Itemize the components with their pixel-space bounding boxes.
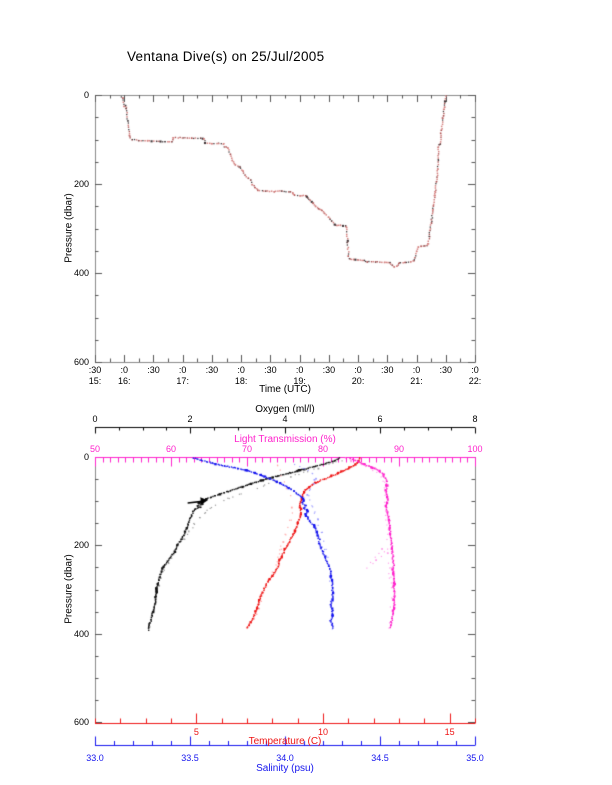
time-tick-label: :0 [354, 365, 362, 375]
oxygen-tick-label: 6 [377, 414, 383, 424]
hour-tick-label: 16: [117, 375, 131, 386]
hour-tick-label: 21: [410, 375, 423, 386]
light-tick-label: 50 [89, 444, 101, 454]
time-tick-label: :30 [322, 365, 336, 375]
temp-tick-label: 5 [193, 727, 199, 737]
time-tick-label: :0 [295, 365, 304, 375]
time-tick-label: :0 [237, 365, 245, 375]
hour-tick-label: 18: [234, 375, 248, 386]
time-tick-label: :30 [88, 365, 102, 375]
temperature-axis-label: Temperature (C) [248, 736, 322, 747]
sal-tick-label: 34.5 [371, 752, 389, 763]
pressure-tick-label: 600 [73, 717, 89, 727]
hour-tick-label: 20: [351, 375, 365, 386]
light-tick-label: 100 [467, 444, 483, 454]
light-tick-label: 90 [393, 444, 405, 454]
time-tick-label: :30 [205, 365, 219, 375]
pressure-axis-label-bottom: Pressure (dbar) [63, 554, 75, 624]
pressure-tick-label: 400 [73, 628, 89, 639]
sal-tick-label: 33.5 [181, 752, 199, 763]
light-tick-label: 80 [317, 444, 329, 454]
oxygen-tick-label: 4 [282, 414, 288, 424]
pressure-tick-label: 200 [73, 179, 89, 189]
time-tick-label: :0 [471, 365, 479, 375]
time-tick-label: :30 [439, 365, 453, 375]
hour-tick-label: 17: [176, 375, 189, 386]
oxygen-tick-label: 2 [187, 414, 193, 424]
pressure-tick-label: 200 [73, 540, 89, 551]
temp-tick-label: 15 [444, 727, 455, 737]
oxygen-tick-label: 8 [472, 414, 478, 424]
time-axis-label: Time (UTC) [259, 384, 311, 395]
time-tick-label: :30 [264, 365, 277, 375]
salinity-axis-label: Salinity (psu) [256, 763, 314, 774]
light-tick-label: 70 [241, 444, 253, 454]
light-transmission-axis-label: Light Transmission (%) [234, 434, 336, 445]
hour-tick-label: 19: [293, 375, 306, 386]
light-tick-label: 60 [165, 444, 177, 454]
pressure-tick-label: 400 [73, 268, 89, 278]
time-tick-label: :0 [120, 365, 128, 375]
time-tick-label: :30 [381, 365, 394, 375]
sal-tick-label: 33.0 [86, 752, 104, 763]
hour-tick-label: 15: [88, 375, 102, 386]
time-tick-label: :30 [147, 365, 160, 375]
time-tick-label: :0 [412, 365, 421, 375]
figure-title: Ventana Dive(s) on 25/Jul/2005 [127, 49, 325, 64]
sal-tick-label: 34.0 [276, 752, 294, 763]
hour-tick-label: 22: [468, 375, 482, 386]
sal-tick-label: 35.0 [466, 752, 484, 763]
pressure-tick-label: 0 [83, 90, 89, 100]
pressure-tick-label: 600 [73, 357, 89, 367]
time-tick-label: :0 [178, 365, 187, 375]
temp-tick-label: 10 [317, 727, 329, 737]
oxygen-tick-label: 0 [92, 414, 98, 424]
pressure-tick-label: 0 [83, 452, 89, 462]
oxygen-axis-label: Oxygen (ml/l) [255, 404, 315, 415]
pressure-axis-label-top: Pressure (dbar) [63, 193, 75, 263]
